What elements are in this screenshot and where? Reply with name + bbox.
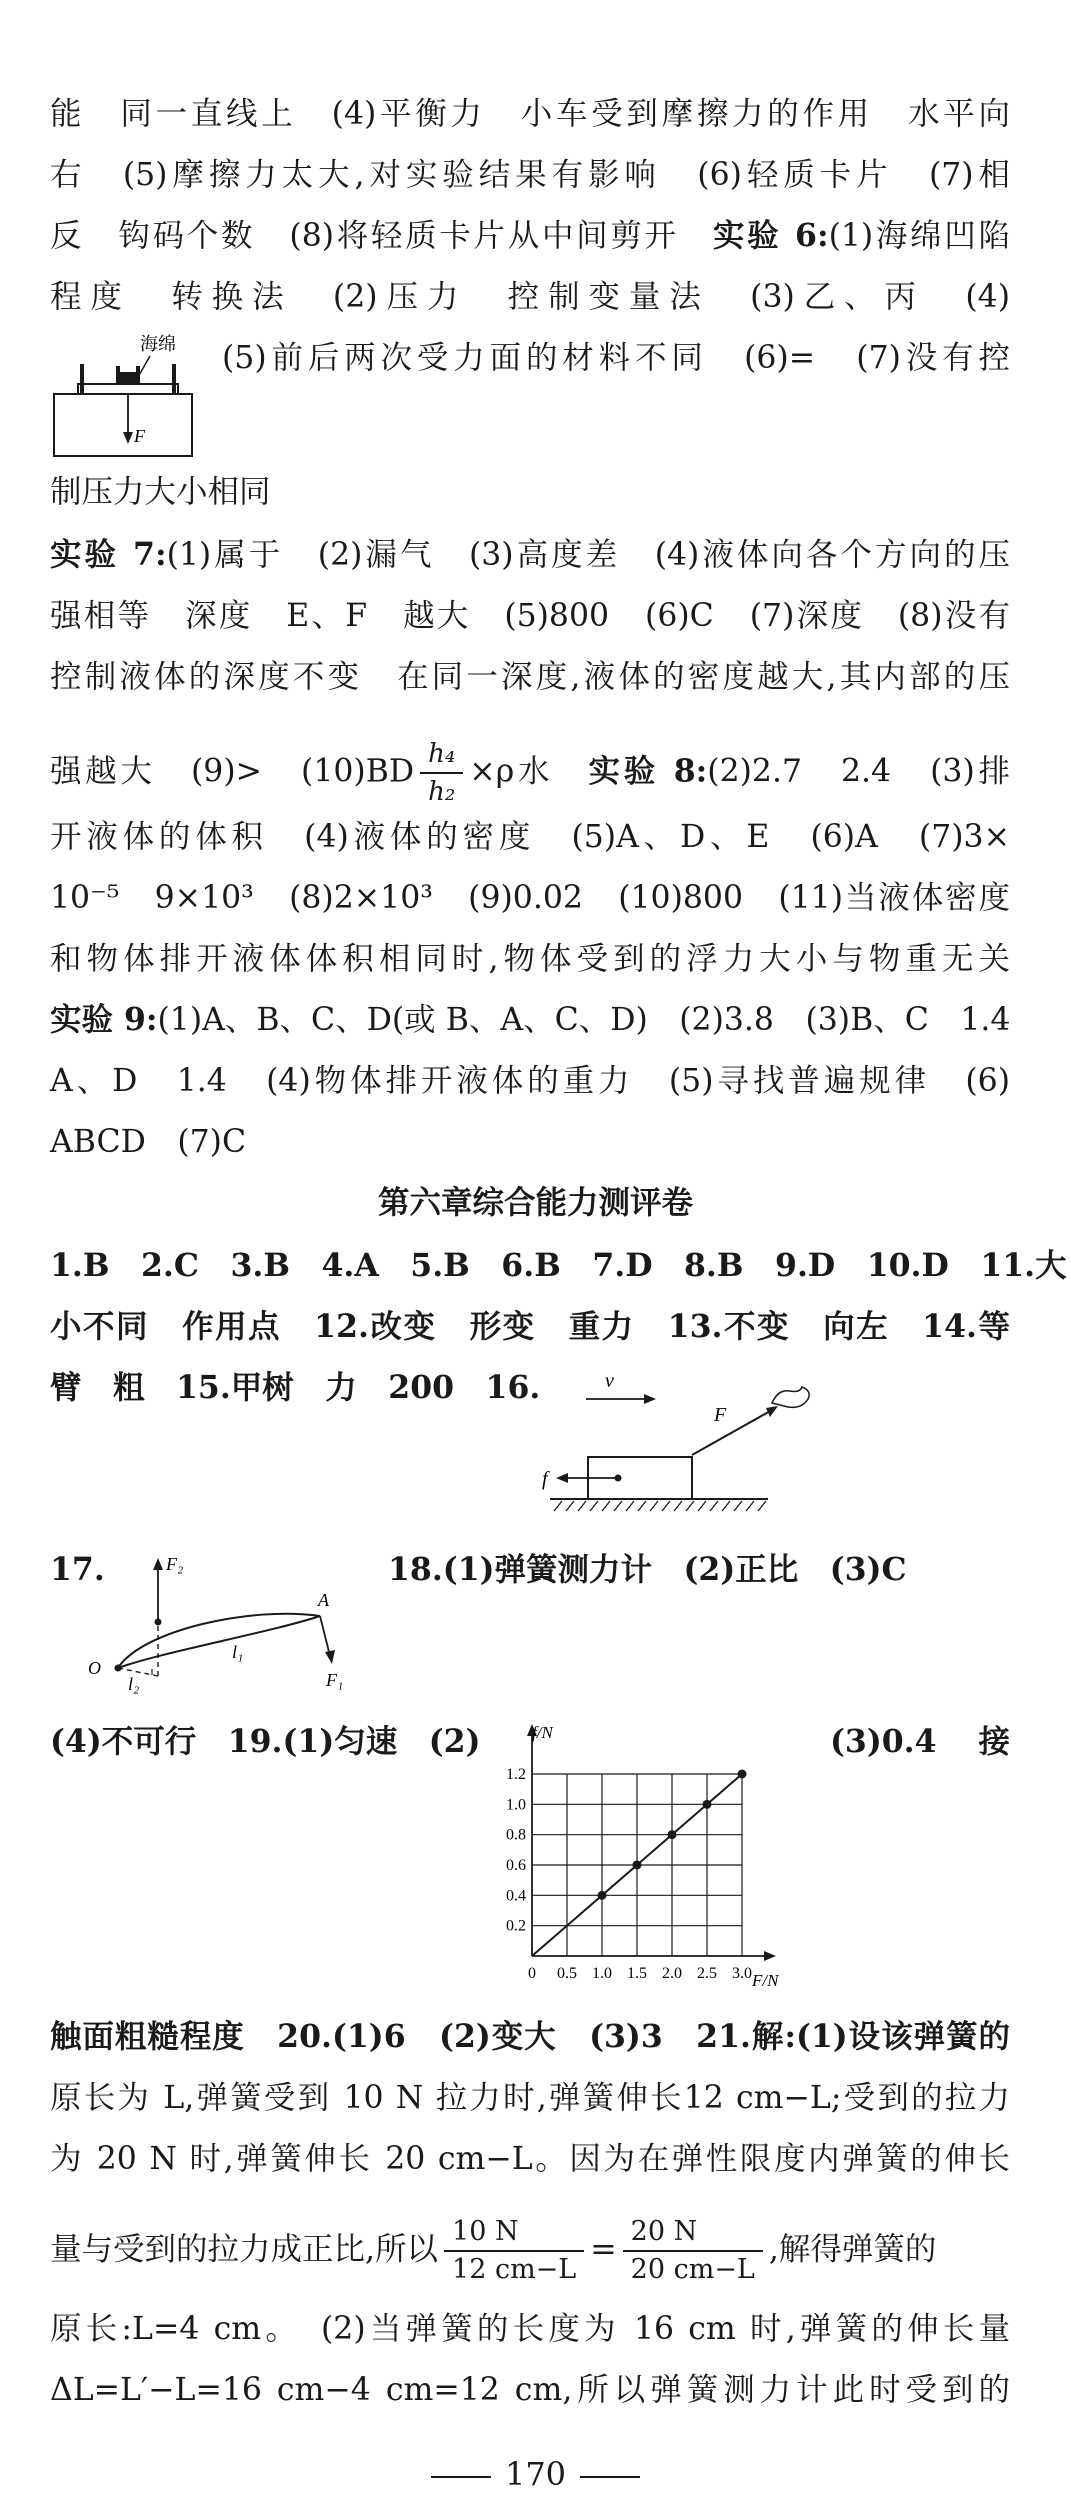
hand-icon — [772, 1387, 809, 1407]
experiment-heading: 实验 6: — [712, 217, 829, 254]
chart-y-tick-label: 0.2 — [506, 1917, 526, 1935]
chart-data-point — [738, 1770, 747, 1779]
sponge-figure — [50, 332, 200, 462]
figure-16 — [520, 1365, 820, 1515]
chart-x-tick-label: 0 — [528, 1965, 536, 1982]
answer-line: ΔL=L′−L=16 cm−4 cm=12 cm,所以弹簧测力计此时受到的 — [50, 2372, 1010, 2408]
sponge-label: 海绵 — [140, 334, 176, 354]
text-span: (1)A、B、C、D(或 B、A、C、D) (2)3.8 (3)B、C 1.4 — [157, 1002, 1011, 1038]
answer-line — [50, 2214, 1010, 2288]
text-span: 量与受到的拉力成正比,所以 — [50, 2231, 439, 2268]
chart-x-axis-label: F/N — [752, 1971, 779, 1990]
text-line: (5)前后两次受力面的材料不同 (6)= (7)没有控 — [222, 340, 1010, 376]
chart-x-tick-label: 3.0 — [732, 1965, 752, 1982]
text-line: 制压力大小相同 — [50, 474, 271, 510]
friction-force-chart — [490, 1720, 790, 1990]
footer-dash — [580, 2476, 640, 2478]
chart-x-tick-label: 2.0 — [662, 1965, 682, 1982]
text-line: 10⁻⁵ 9×10³ (8)2×10³ (9)0.02 (10)800 (11)当液体密度 — [50, 880, 1010, 916]
answer-line: 臂 粗 15.甲树 力 200 16. — [50, 1369, 541, 1406]
figure-17 — [82, 1540, 372, 1695]
label-F: F — [714, 1404, 727, 1426]
chart-x-tick-label: 1.5 — [627, 1965, 647, 1982]
answer-line: 为 20 N 时,弹簧伸长 20 cm−L。因为在弹性限度内弹簧的伸长 — [50, 2141, 1010, 2177]
label-F1: F₁ — [326, 1670, 344, 1690]
chart-y-axis-label: f/N — [532, 1723, 553, 1742]
text-line: A、D 1.4 (4)物体排开液体的重力 (5)寻找普遍规律 (6) — [50, 1063, 1010, 1099]
experiment-heading: 实验 7: — [50, 536, 167, 573]
text-line — [50, 736, 1010, 810]
chart-data-point — [668, 1830, 677, 1839]
answer-line: 1.B 2.C 3.B 4.A 5.B 6.B 7.D 8.B 9.D 10.D 11.大 — [50, 1247, 1067, 1284]
answer-line: 触面粗糙程度 20.(1)6 (2)变大 (3)3 21.解:(1)设该弹簧的 — [50, 2018, 1010, 2055]
text-line: 和物体排开液体体积相同时,物体受到的浮力大小与物重无关 — [50, 941, 1010, 977]
text-span: 反 钩码个数 (8)将轻质卡片从中间剪开 — [50, 218, 713, 254]
chart-x-tick-label: 2.5 — [697, 1965, 717, 1982]
fraction-h4-h2 — [420, 736, 463, 810]
answer-line: (3)0.4 接 — [830, 1723, 1010, 1760]
chart-y-tick-label: 0.4 — [506, 1887, 526, 1905]
force-label: F — [134, 426, 145, 446]
text-line: 右 (5)摩擦力太大,对实验结果有影响 (6)轻质卡片 (7)相 — [50, 157, 1010, 193]
chart-y-tick-label: 0.6 — [506, 1857, 526, 1874]
label-l1: l₁ — [232, 1642, 244, 1662]
experiment-heading: 实验 8: — [588, 752, 708, 790]
label-l2: l₂ — [128, 1674, 140, 1694]
chart-data-point — [633, 1861, 642, 1870]
answer-line: 18.(1)弹簧测力计 (2)正比 (3)C — [388, 1551, 907, 1588]
chart-y-tick-label: 0.8 — [506, 1826, 526, 1844]
text-line — [50, 214, 1010, 258]
text-line: 强相等 深度 E、F 越大 (5)800 (6)C (7)深度 (8)没有 — [50, 598, 1010, 634]
text-span: (1)属于 (2)漏气 (3)高度差 (4)液体向各个方向的压 — [166, 537, 1010, 573]
label-v: v — [605, 1370, 614, 1392]
text-line: 程度 转换法 (2)压力 控制变量法 (3)乙、丙 (4) — [50, 279, 1010, 315]
answer-line: 17. — [50, 1551, 105, 1588]
answer-line: 原长:L=4 cm。 (2)当弹簧的长度为 16 cm 时,弹簧的伸长量 — [50, 2311, 1010, 2347]
chart-x-tick-label: 0.5 — [557, 1965, 577, 1982]
chart-y-tick-label: 1.2 — [506, 1766, 526, 1783]
chart-data-point — [703, 1800, 712, 1809]
text-line — [50, 533, 1010, 577]
answer-line: (4)不可行 19.(1)匀速 (2) — [50, 1723, 481, 1760]
text-span — [553, 754, 588, 790]
text-span: 强越大 (9)> (10)BD — [50, 753, 415, 790]
text-line: ABCD (7)C — [50, 1124, 247, 1160]
text-line: 控制液体的深度不变 在同一深度,液体的密度越大,其内部的压 — [50, 659, 1010, 695]
text-span: (2)2.7 2.4 (3)排 — [707, 753, 1010, 790]
answer-line: 原长为 L,弹簧受到 10 N 拉力时,弹簧伸长12 cm−L;受到的拉力 — [50, 2080, 1010, 2116]
page-footer — [0, 2455, 1071, 2493]
fraction-numerator: 20 N — [623, 2214, 763, 2252]
experiment-heading: 实验 9: — [50, 1001, 158, 1038]
fraction-denominator: h₂ — [428, 777, 456, 807]
label-F2: F₂ — [166, 1554, 184, 1574]
text-line: 开液体的体积 (4)液体的密度 (5)A、D、E (6)A (7)3× — [50, 819, 1010, 855]
label-f: f — [542, 1468, 548, 1490]
text-span: ,解得弹簧的 — [768, 2231, 937, 2268]
chart-x-axis-arrow — [764, 1951, 776, 1961]
equals-sign: = — [590, 2231, 617, 2268]
section-title: 第六章综合能力测评卷 — [377, 1184, 693, 1221]
text-span: ×ρ水 — [469, 753, 554, 790]
chart-y-tick-label: 1.0 — [506, 1796, 526, 1814]
page-number: 170 — [504, 2455, 567, 2493]
fraction-20N — [623, 2214, 763, 2288]
chart-data-point — [598, 1891, 607, 1900]
fraction-numerator: h₄ — [420, 736, 463, 774]
fraction-denominator: 12 cm−L — [452, 2254, 577, 2285]
label-O: O — [88, 1658, 101, 1678]
footer-dash — [431, 2476, 491, 2478]
fraction-10N — [444, 2214, 584, 2288]
label-A: A — [318, 1590, 329, 1610]
text-line: 能 同一直线上 (4)平衡力 小车受到摩擦力的作用 水平向 — [50, 96, 1010, 132]
text-line — [50, 998, 1010, 1042]
fraction-numerator: 10 N — [444, 2214, 584, 2252]
fraction-denominator: 20 cm−L — [630, 2254, 755, 2285]
answer-line: 小不同 作用点 12.改变 形变 重力 13.不变 向左 14.等 — [50, 1308, 1010, 1345]
text-span: (1)海绵凹陷 — [828, 218, 1011, 254]
chart-x-tick-label: 1.0 — [592, 1965, 612, 1982]
